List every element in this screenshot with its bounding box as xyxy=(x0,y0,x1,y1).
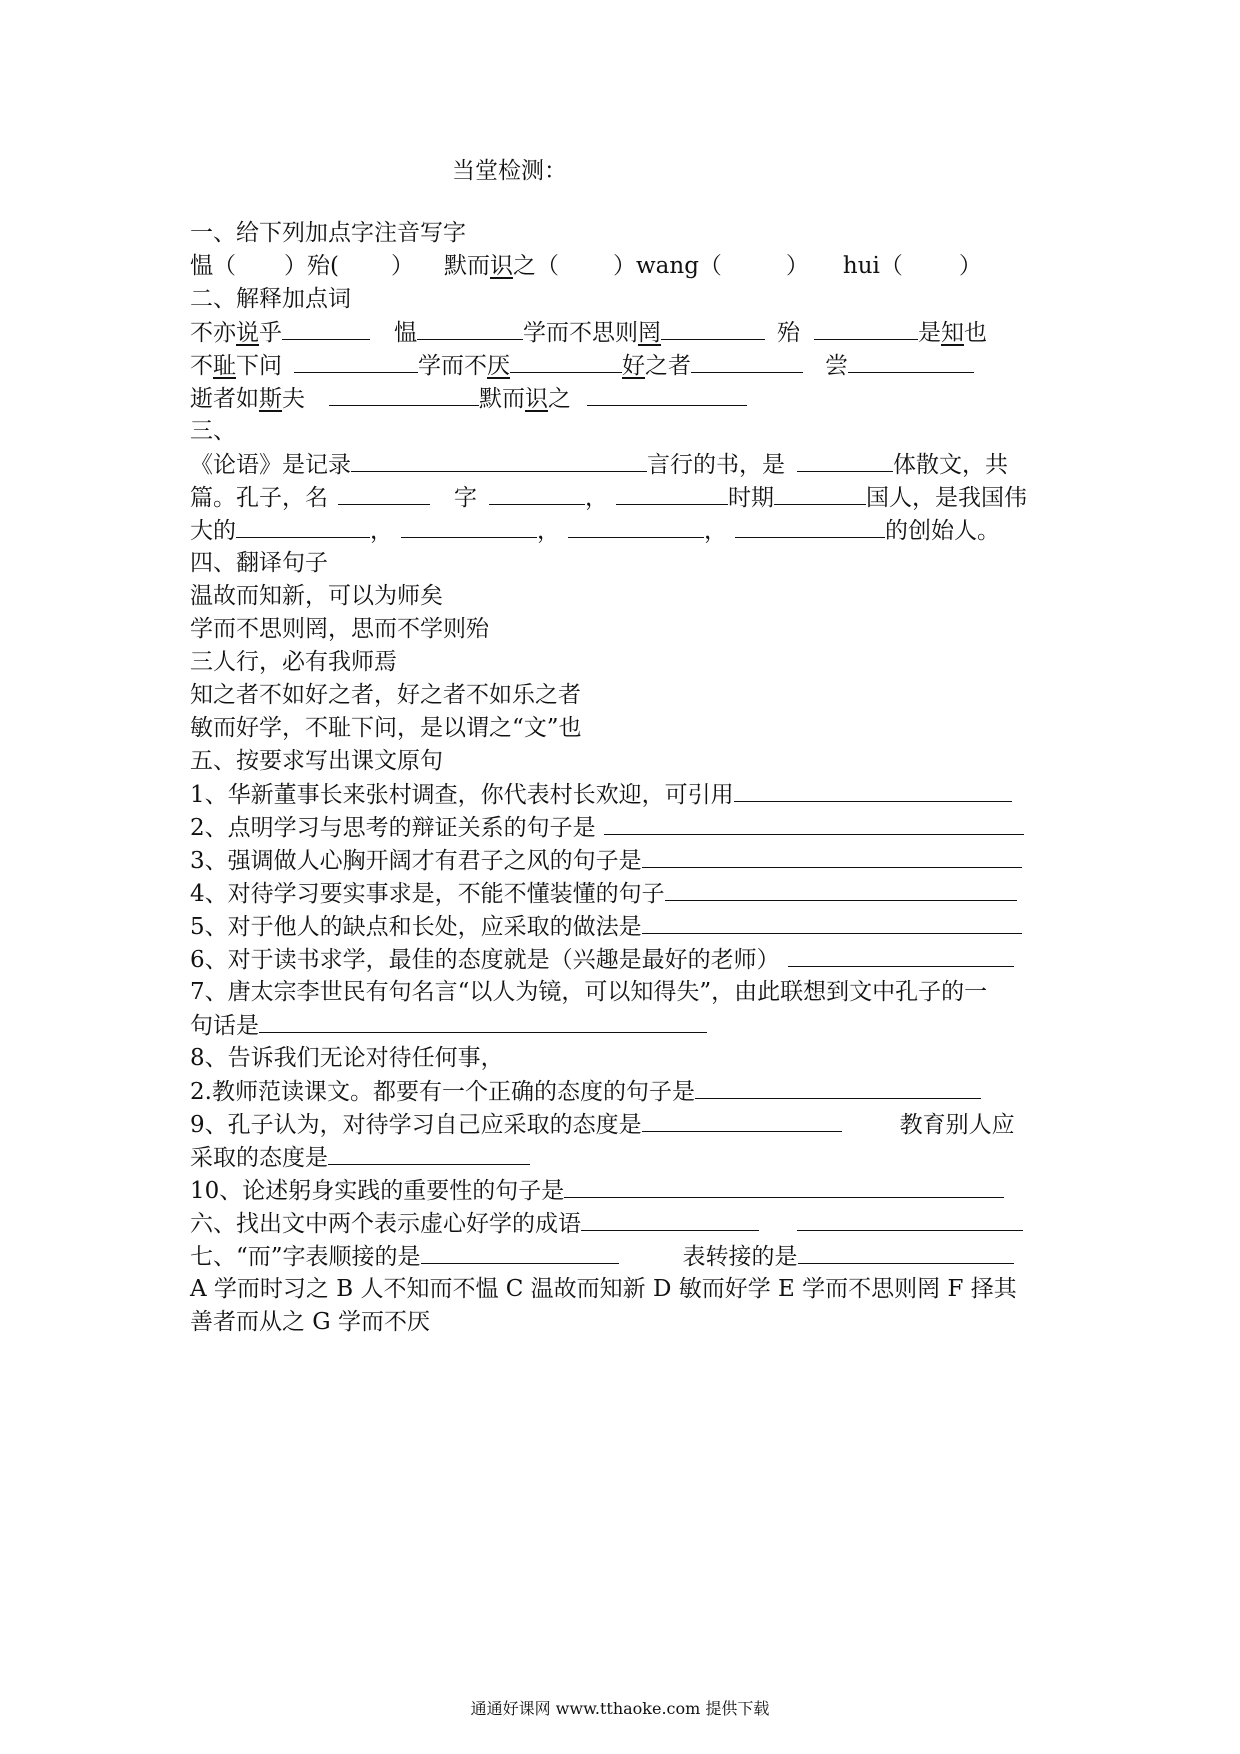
section-7: 七、“而”字表顺接的是 表转接的是 xyxy=(190,1241,1014,1272)
section-3-line-3: 大的 ， ， ， 的创始人。 xyxy=(190,515,1000,546)
answer-blank[interactable] xyxy=(695,1076,981,1099)
question-1: 1、华新董事长来张村调查，你代表村长欢迎，可引用 xyxy=(190,779,1012,810)
answer-blank[interactable] xyxy=(665,878,1017,901)
question-7-cont: 句话是 xyxy=(190,1010,707,1041)
section-7-options: A 学而时习之 B 人不知而不愠 C 温故而知新 D 敏而好学 E 学而不思则罔 F 择其 xyxy=(190,1276,1017,1302)
section-2-row-3: 逝者如斯夫 默而识之 xyxy=(190,383,747,414)
answer-blank[interactable] xyxy=(489,482,585,505)
section-6: 六、找出文中两个表示虚心好学的成语 xyxy=(190,1208,1023,1239)
answer-blank[interactable] xyxy=(814,317,918,340)
question-8: 8、告诉我们无论对待任何事， xyxy=(190,1045,504,1071)
answer-blank[interactable] xyxy=(642,911,1022,934)
answer-blank[interactable] xyxy=(421,1241,619,1264)
question-9: 9、孔子认为，对待学习自己应采取的态度是 教育别人应 xyxy=(190,1109,1015,1140)
section-7-options-cont: 善者而从之 G 学而不厌 xyxy=(190,1309,430,1335)
translation-item: 敏而好学，不耻下问，是以谓之“文”也 xyxy=(190,715,582,741)
translation-item: 学而不思则罔，思而不学则殆 xyxy=(190,616,489,642)
answer-blank[interactable] xyxy=(510,350,622,373)
question-4: 4、对待学习要实事求是，不能不懂装懂的句子 xyxy=(190,878,1017,909)
question-6: 6、对于读书求学，最佳的态度就是（兴趣是最好的老师） xyxy=(190,944,1014,975)
translation-item: 知之者不如好之者，好之者不如乐之者 xyxy=(190,682,581,708)
section-3-heading: 三、 xyxy=(190,418,236,444)
section-1-line: 愠（ ）殆( ） 默而识之（ ）wang（ ） hui（ ） xyxy=(190,253,982,279)
translation-item: 温故而知新，可以为师矣 xyxy=(190,583,443,609)
answer-blank[interactable] xyxy=(236,515,370,538)
answer-blank[interactable] xyxy=(568,515,704,538)
answer-blank[interactable] xyxy=(616,482,728,505)
question-3: 3、强调做人心胸开阔才有君子之风的句子是 xyxy=(190,845,1022,876)
answer-blank[interactable] xyxy=(691,350,803,373)
answer-blank[interactable] xyxy=(564,1175,1004,1198)
answer-blank[interactable] xyxy=(797,449,893,472)
section-3-line-1: 《论语》是记录 言行的书，是 体散文，共 xyxy=(190,449,1008,480)
answer-blank[interactable] xyxy=(294,350,418,373)
question-8-cont: 2.教师范读课文。都要有一个正确的态度的句子是 xyxy=(190,1076,981,1107)
answer-blank[interactable] xyxy=(848,350,974,373)
answer-blank[interactable] xyxy=(661,317,765,340)
answer-blank[interactable] xyxy=(797,1208,1023,1231)
question-5: 5、对于他人的缺点和长处，应采取的做法是 xyxy=(190,911,1022,942)
answer-blank[interactable] xyxy=(338,482,430,505)
question-7: 7、唐太宗李世民有句名言“以人为镜，可以知得失”，由此联想到文中孔子的一 xyxy=(190,979,988,1005)
answer-blank[interactable] xyxy=(734,779,1012,802)
answer-blank[interactable] xyxy=(351,449,647,472)
section-2-row-2: 不耻下问 学而不厌 好之者 尝 xyxy=(190,350,974,381)
answer-blank[interactable] xyxy=(642,1109,842,1132)
section-5-heading: 五、按要求写出课文原句 xyxy=(190,748,443,774)
translation-item: 三人行，必有我师焉 xyxy=(190,649,397,675)
answer-blank[interactable] xyxy=(581,1208,759,1231)
answer-blank[interactable] xyxy=(774,482,866,505)
page-title: 当堂检测： xyxy=(452,158,567,184)
section-3-line-2: 篇。孔子，名 字 ， 时期 国人，是我国伟 xyxy=(190,482,1027,513)
answer-blank[interactable] xyxy=(587,383,747,406)
answer-blank[interactable] xyxy=(282,317,370,340)
section-1-heading: 一、给下列加点字注音写字 xyxy=(190,220,466,246)
section-4-heading: 四、翻译句子 xyxy=(190,550,328,576)
section-2-row-1: 不亦说乎 愠 学而不思则罔 殆 是知也 xyxy=(190,317,987,348)
question-9-cont: 采取的态度是 xyxy=(190,1142,530,1173)
page-footer: 通通好课网 www.tthaoke.com 提供下载 xyxy=(470,1699,770,1718)
answer-blank[interactable] xyxy=(735,515,885,538)
answer-blank[interactable] xyxy=(798,1241,1014,1264)
answer-blank[interactable] xyxy=(417,317,523,340)
question-10: 10、论述躬身实践的重要性的句子是 xyxy=(190,1175,1004,1206)
answer-blank[interactable] xyxy=(259,1010,707,1033)
answer-blank[interactable] xyxy=(604,812,1024,835)
answer-blank[interactable] xyxy=(401,515,537,538)
answer-blank[interactable] xyxy=(329,383,479,406)
answer-blank[interactable] xyxy=(328,1142,530,1165)
answer-blank[interactable] xyxy=(642,845,1022,868)
section-2-heading: 二、解释加点词 xyxy=(190,286,351,312)
question-2: 2、点明学习与思考的辩证关系的句子是 xyxy=(190,812,1024,843)
answer-blank[interactable] xyxy=(788,944,1014,967)
